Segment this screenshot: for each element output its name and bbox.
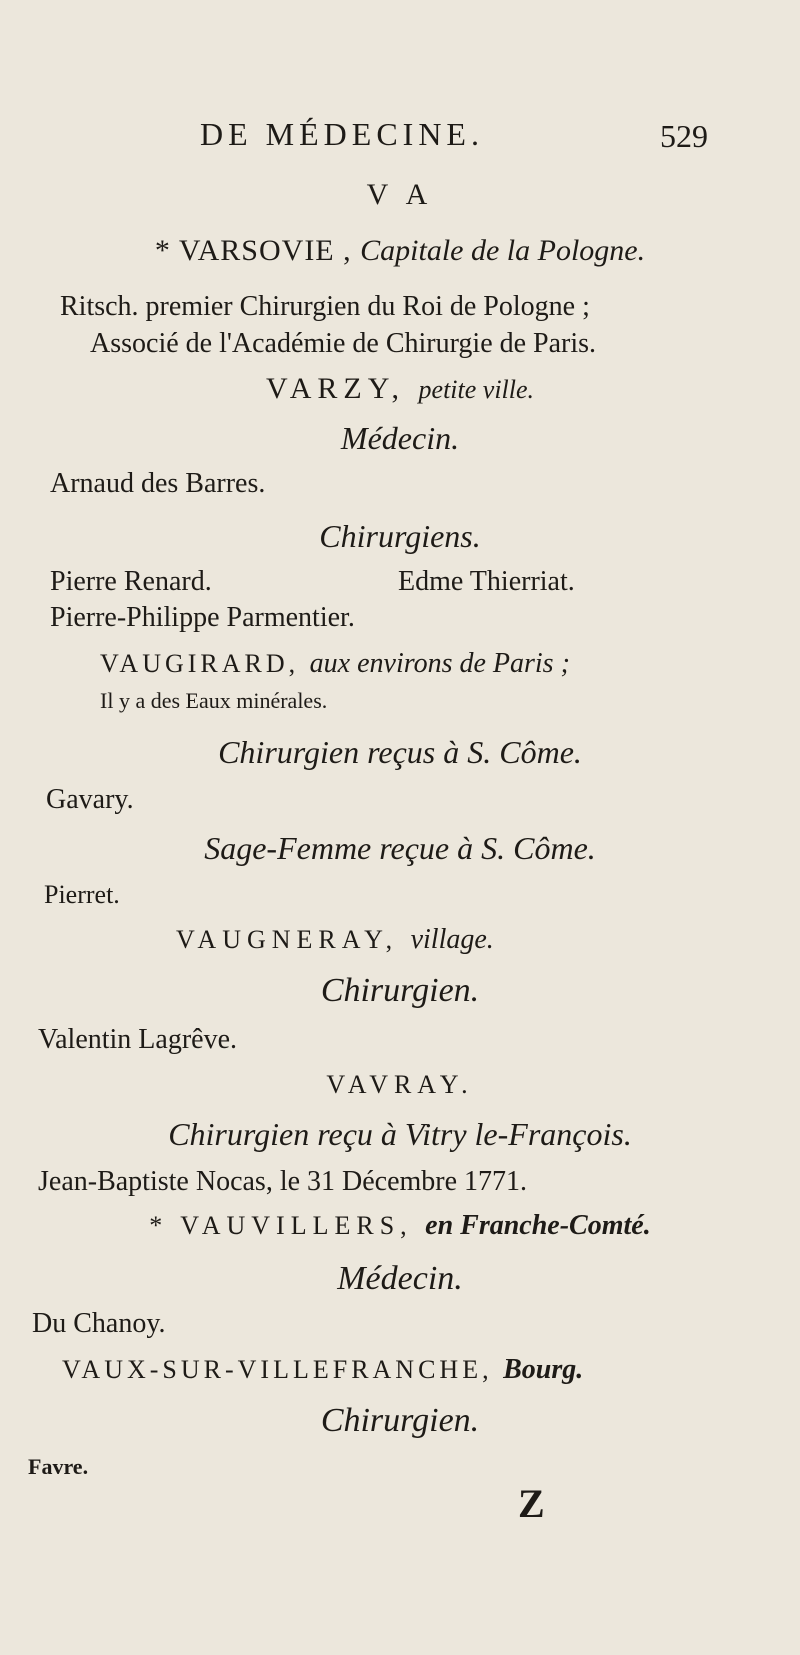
role-heading: Sage-Femme reçue à S. Côme. xyxy=(204,830,596,866)
place-description: aux environs de Paris ; xyxy=(309,648,570,679)
place-heading xyxy=(0,236,800,266)
entry-line: Ritsch. premier Chirurgien du Roi de Pologne ; xyxy=(60,291,590,322)
person-name: Gavary. xyxy=(46,784,134,815)
role-heading: Médecin. xyxy=(340,420,460,456)
place-name: VAUGIRARD, xyxy=(100,649,310,678)
place-description: village. xyxy=(410,924,494,955)
person-name: Du Chanoy. xyxy=(32,1308,166,1339)
entry-line: Associé de l'Académie de Chirurgie de Paris. xyxy=(90,328,597,359)
place-description: petite ville. xyxy=(418,375,535,404)
place-description: en Franche-Comté. xyxy=(425,1210,651,1241)
place-heading xyxy=(176,926,494,954)
role-heading: Chirurgien. xyxy=(320,1402,480,1439)
place-name: * VARSOVIE , xyxy=(154,234,361,267)
signature-mark: Z xyxy=(518,1481,545,1526)
role-heading: Médecin. xyxy=(337,1260,463,1297)
running-title: DE MÉDECINE. xyxy=(200,116,484,152)
place-heading xyxy=(62,1356,583,1384)
place-name: VAUGNERAY, xyxy=(176,925,411,954)
place-heading xyxy=(100,650,570,678)
place-description: Capitale de la Pologne. xyxy=(360,234,646,267)
role-heading: Chirurgien. xyxy=(320,972,480,1009)
place-heading xyxy=(0,1212,800,1240)
person-name: Pierre Renard. xyxy=(50,566,212,597)
person-name: Valentin Lagrêve. xyxy=(38,1024,238,1055)
place-name: VAUX-SUR-VILLEFRANCHE, xyxy=(62,1355,504,1384)
place-description: Bourg. xyxy=(503,1354,584,1385)
role-heading: Chirurgien reçu à Vitry le-François. xyxy=(168,1116,632,1152)
role-heading: Chirurgiens. xyxy=(319,518,481,554)
person-name: Favre. xyxy=(28,1454,89,1479)
place-name: VAVRAY. xyxy=(326,1070,474,1099)
person-name: Pierret. xyxy=(44,880,120,909)
person-name: Edme Thierriat. xyxy=(398,566,575,597)
person-name: Arnaud des Barres. xyxy=(50,468,266,499)
person-name: Jean-Baptiste Nocas, le 31 Décembre 1771. xyxy=(38,1166,528,1197)
place-name: * VAUVILLERS, xyxy=(149,1211,426,1240)
role-heading: Chirurgien reçus à S. Côme. xyxy=(218,734,582,770)
page-number: 529 xyxy=(660,118,708,154)
entry-note: Il y a des Eaux minérales. xyxy=(100,688,328,713)
place-name: VARZY, xyxy=(265,372,419,405)
place-heading xyxy=(0,374,800,404)
person-name: Pierre-Philippe Parmentier. xyxy=(50,602,355,633)
section-heading: V A xyxy=(366,178,434,211)
